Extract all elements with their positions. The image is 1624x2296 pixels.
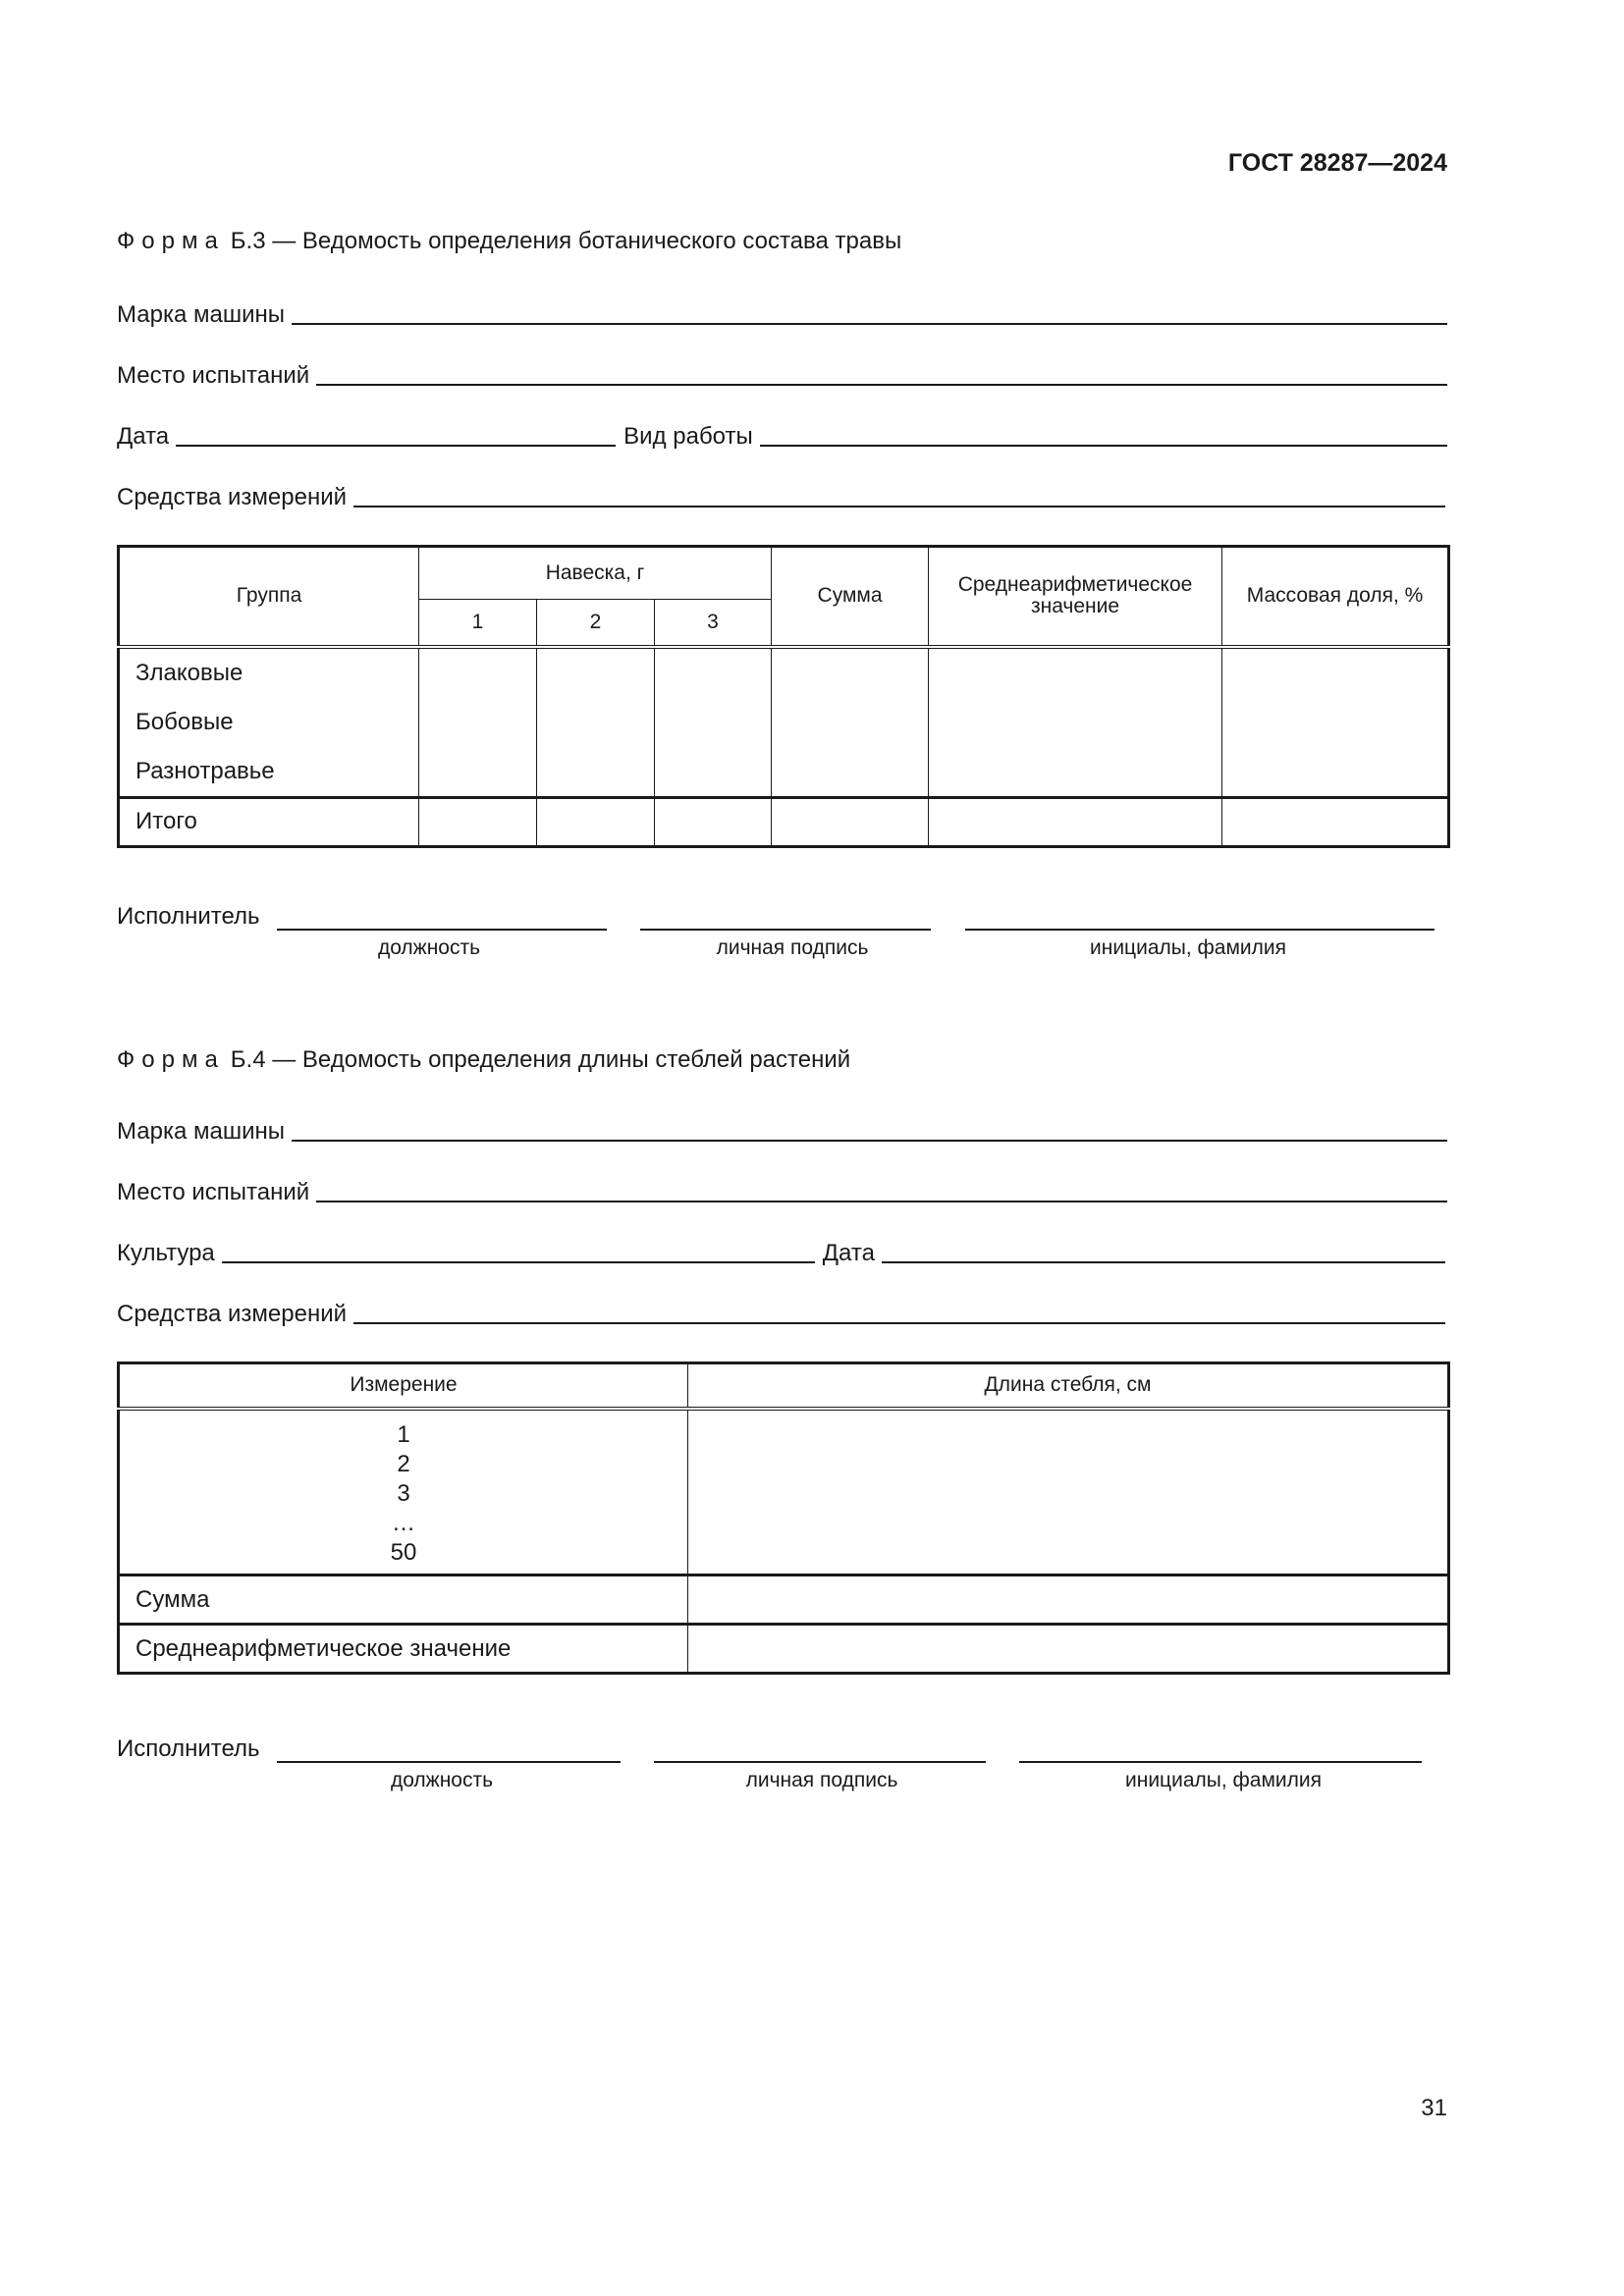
empty-cell[interactable] [688,1575,1449,1625]
field-test-place[interactable] [117,1170,1447,1205]
executor-label: Исполнитель [117,1735,260,1762]
header-sum: Сумма [772,547,929,647]
field-label: Культура [117,1240,215,1266]
header-mean-line1: Среднеарифметическое [957,573,1193,597]
header-mean-line2: значение [1030,595,1120,618]
name-line[interactable] [965,929,1435,931]
header-stem-length: Длина стебля, см [688,1363,1449,1409]
form-b4-title [117,1046,850,1074]
field-test-place[interactable] [117,353,1447,389]
fill-line[interactable] [353,1322,1445,1324]
field-date-worktype[interactable] [117,414,1447,450]
fill-line[interactable] [222,1261,815,1263]
table-row-total [119,797,1449,846]
empty-cell[interactable] [929,797,1222,846]
sum-label: Сумма [119,1575,688,1625]
position-caption: должность [377,936,481,959]
form-word: Форма [117,228,225,254]
field-label: Место испытаний [117,1179,310,1205]
header-sample: Навеска, г [419,547,772,600]
header-mass-share: Массовая доля, % [1222,547,1449,647]
fill-line[interactable] [316,1201,1447,1202]
header-sample-1: 1 [419,600,537,647]
empty-cell[interactable] [655,647,772,798]
signature-line[interactable] [640,929,931,931]
field-label: Средства измерений [117,1301,348,1327]
empty-cell[interactable] [772,647,929,798]
empty-cell[interactable] [772,797,929,846]
header-sample-3: 3 [655,600,772,647]
group-legume: Бобовые [135,708,234,735]
empty-cell[interactable] [1222,797,1449,846]
header-sample-2: 2 [537,600,655,647]
group-forbs: Разнотравье [135,757,275,784]
empty-cell[interactable] [537,647,655,798]
table-row [119,1409,1449,1575]
name-caption: инициалы, фамилия [1090,936,1286,959]
field-label: Дата [822,1240,875,1266]
form-b3-title [117,228,901,255]
field-crop-date[interactable] [117,1231,1445,1266]
position-line[interactable] [277,929,607,931]
measurement-50: 50 [390,1538,417,1566]
field-label: Вид работы [623,423,753,450]
empty-cell[interactable] [929,647,1222,798]
header-measurement: Измерение [119,1363,688,1409]
header-mean [929,547,1222,647]
fill-line[interactable] [882,1261,1445,1263]
position-line[interactable] [277,1761,621,1763]
empty-cell[interactable] [419,797,537,846]
header-group: Группа [119,547,419,647]
page-number: 31 [1421,2095,1447,2121]
field-label: Марка машины [117,1118,286,1145]
name-caption: инициалы, фамилия [1125,1769,1322,1791]
position-caption: должность [390,1769,494,1791]
botanical-composition-table [117,545,1450,848]
measurement-1: 1 [397,1420,410,1448]
measurement-list [119,1409,688,1575]
fill-line[interactable] [316,384,1447,386]
field-machine[interactable] [117,1109,1447,1145]
empty-cell[interactable] [1222,647,1449,798]
field-label: Средства измерений [117,484,348,510]
fill-line[interactable] [292,1140,1447,1142]
executor-label: Исполнитель [117,903,260,930]
stem-length-table [117,1362,1450,1675]
standard-number: ГОСТ 28287—2024 [1227,149,1447,177]
signature-caption: личная подпись [716,936,869,959]
empty-cell[interactable] [655,797,772,846]
table-row [119,647,1449,798]
field-instruments[interactable] [117,1292,1445,1327]
fill-line[interactable] [353,506,1445,507]
name-line[interactable] [1019,1761,1422,1763]
empty-cell[interactable] [688,1625,1449,1674]
field-label: Дата [117,423,170,450]
field-label: Марка машины [117,301,286,328]
total-label: Итого [119,797,419,846]
group-list [119,647,419,798]
mean-label: Среднеарифметическое значение [119,1625,688,1674]
table-row-mean [119,1625,1449,1674]
fill-line[interactable] [760,445,1447,447]
form-title-text: Б.4 — Ведомость определения длины стеблей растений [230,1046,851,1073]
field-machine[interactable] [117,293,1447,328]
signature-line[interactable] [654,1761,986,1763]
measurement-3: 3 [397,1479,410,1507]
empty-cell[interactable] [688,1409,1449,1575]
field-label: Место испытаний [117,362,310,389]
fill-line[interactable] [176,445,616,447]
fill-line[interactable] [292,323,1447,325]
table-row-sum [119,1575,1449,1625]
empty-cell[interactable] [537,797,655,846]
form-word: Форма [117,1046,225,1073]
form-title-text: Б.3 — Ведомость определения ботанического состава травы [230,228,902,254]
empty-cell[interactable] [419,647,537,798]
field-instruments[interactable] [117,475,1445,510]
signature-caption: личная подпись [745,1769,898,1791]
measurement-ellipsis: … [392,1509,415,1536]
measurement-2: 2 [397,1450,410,1477]
group-cereal: Злаковые [135,659,244,686]
